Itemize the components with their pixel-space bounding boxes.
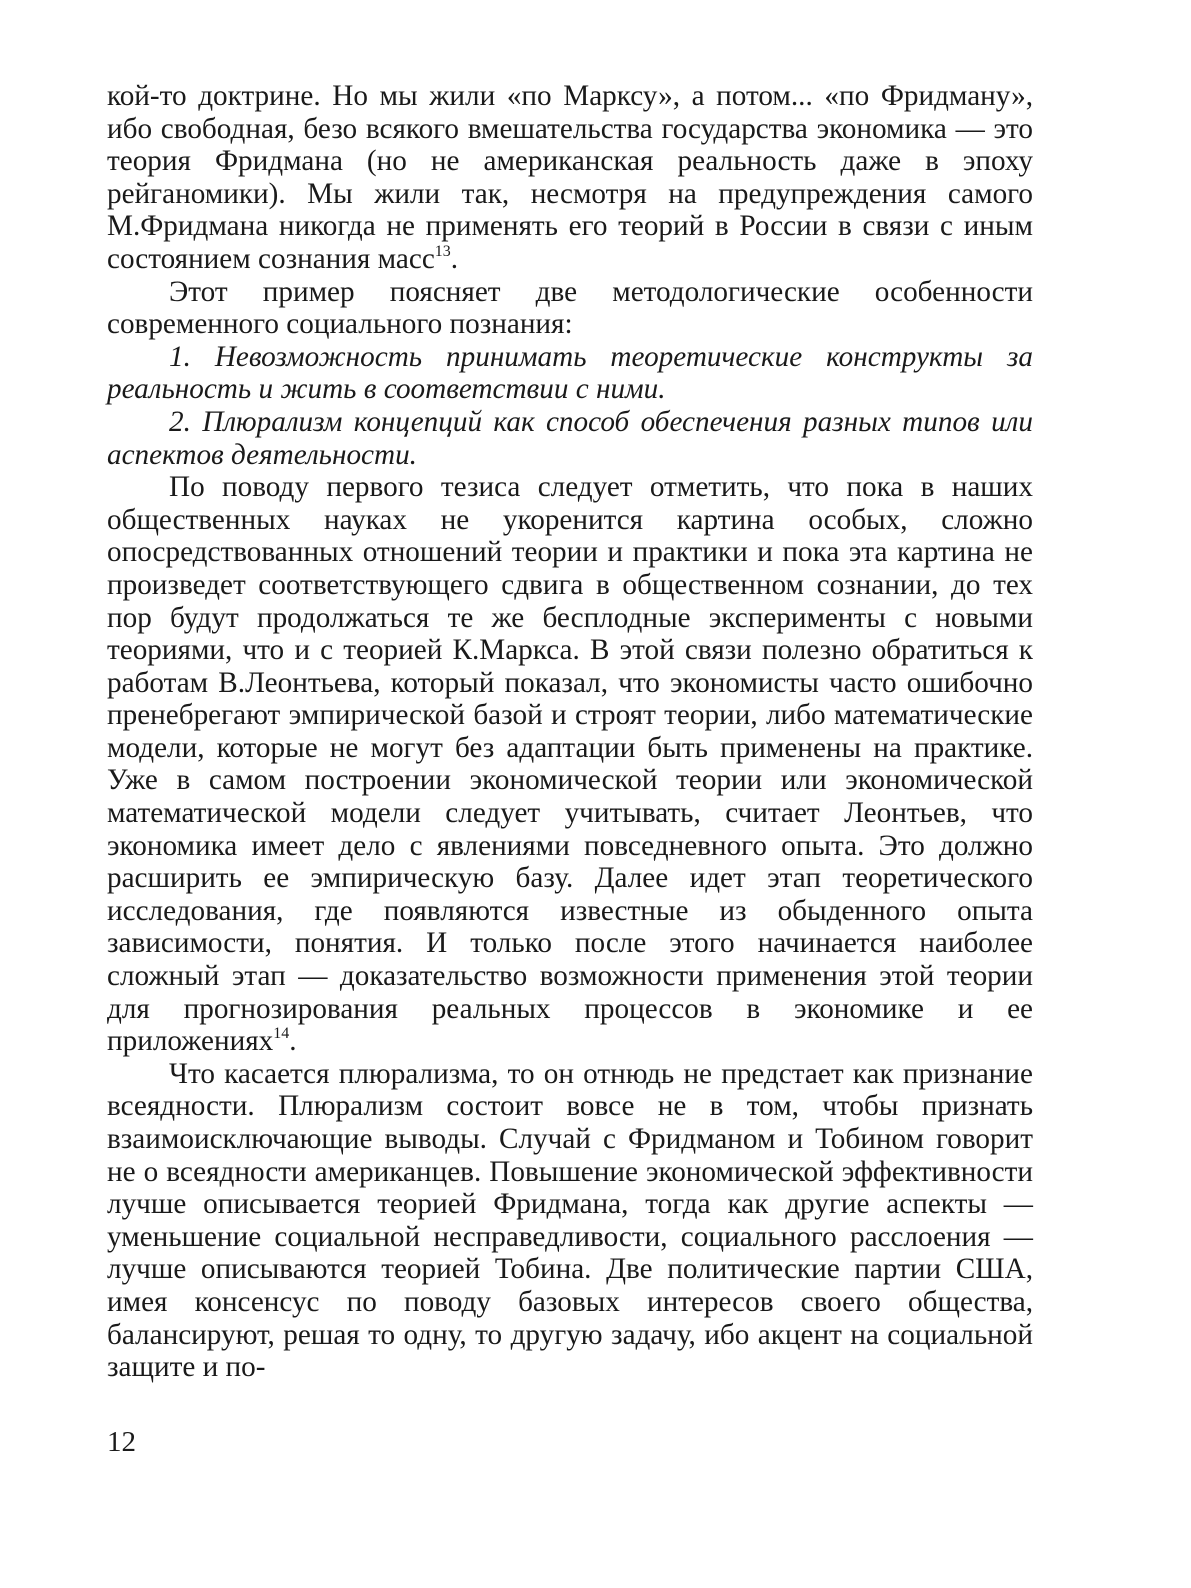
paragraph-1-text: кой-то доктрине. Но мы жили «по Марксу», а потом... «по Фридману», ибо свободная, безо всякого вмешательства государства экономика — это теория Фридмана (но не американская реальность даже в эпоху рейганомики). Мы жили так, несмотря на предупреждения самого М.Фридмана никогда не применять его теорий в России в связи с иным состоянием сознания масс	[107, 80, 1033, 275]
paragraph-5-text: По поводу первого тезиса следует отметить, что пока в наших общественных науках не укоренится картина особых, сложно опосредствованных отношений теории и практики и пока эта картина не произведет соответствующего сдвига в общественном сознании, до тех пор будут продолжаться те же бесплодные эксперименты с новыми теориями, что и с теорией К.Маркса. В этой связи полезно обратиться к работам В.Леонтьева, который показал, что экономисты часто ошибочно пренебрегают эмпирической базой и строят теории, либо математические модели, которые не могут без адаптации быть применены на практике. Уже в самом построении экономической теории или экономической математической модели следует учитывать, считает Леонтьев, что экономика имеет дело с явлениями повседневного опыта. Это должно расширить ее эмпирическую базу. Далее идет этап теоретического исследования, где появляются известные из обыденного опыта зависимости, понятия. И только после этого начинается наиболее сложный этап — доказательство возможности применения этой теории для прогнозирования реальных процессов в экономике и ее приложениях	[107, 471, 1033, 1058]
paragraph-1-tail: .	[450, 242, 459, 275]
footnote-ref-13[interactable]: 13	[434, 242, 451, 260]
thesis-2: 2. Плюрализм концепций как способ обеспечения разных типов или аспектов деятельности.	[107, 405, 1033, 471]
paragraph-2: Этот пример поясняет две методологические особенности современного социального познания:	[107, 275, 1033, 341]
page-number: 12	[107, 1426, 136, 1458]
footnote-ref-14[interactable]: 14	[273, 1025, 290, 1043]
paragraph-6: Что касается плюрализма, то он отнюдь не предстает как признание всеядности. Плюрализм состоит вовсе не в том, чтобы признать взаимоисключающие выводы. Случай с Фридманом и Тобином говорит не о всеядности американцев. Повышение экономической эффективности лучше описывается теорией Фридмана, тогда как другие аспекты — уменьшение социальной несправедливости, социального расслоения — лучше описываются теорией Тобина. Две политические партии США, имея консенсус по поводу базовых интересов своего общества, балансируют, решая то одну, то другую задачу, ибо акцент на социальной защите и по-	[107, 1057, 1033, 1384]
page-body	[107, 80, 1033, 1384]
paragraph-1	[107, 80, 1033, 276]
paragraph-5	[107, 471, 1033, 1058]
thesis-1: 1. Невозможность принимать теоретические конструкты за реальность и жить в соответствии с ними.	[107, 340, 1033, 406]
paragraph-5-tail: .	[289, 1025, 297, 1058]
